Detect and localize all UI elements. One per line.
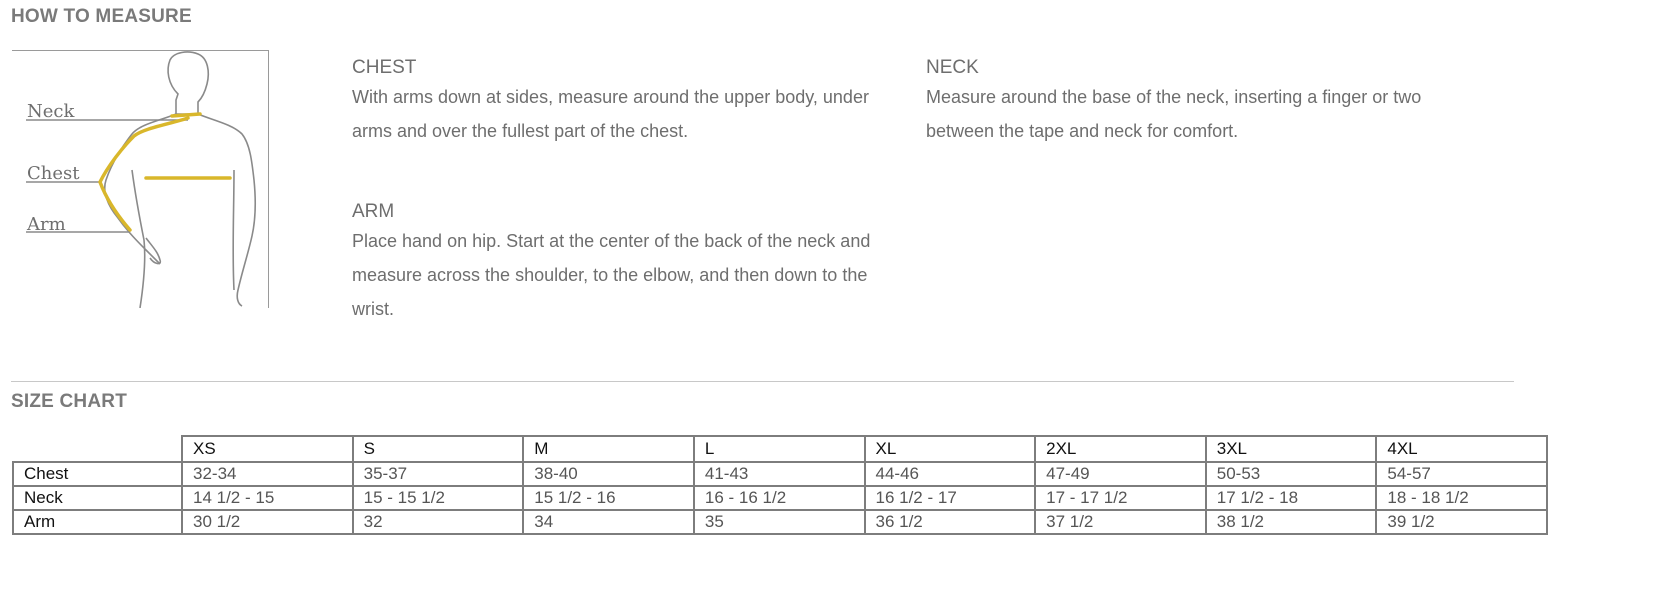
neck-instructions [926, 56, 1486, 148]
how-to-measure-title: HOW TO MEASURE [11, 6, 192, 27]
table-cell: 50-53 [1206, 462, 1377, 486]
size-header-row [13, 436, 1547, 462]
size-chart-table [12, 435, 1548, 535]
size-header-xl: XL [865, 436, 1036, 462]
table-cell: 32-34 [182, 462, 353, 486]
table-cell: 15 - 15 1/2 [353, 486, 524, 510]
neck-text: Measure around the base of the neck, inserting a finger or two between the tape and neck for comfort. [926, 87, 1422, 141]
table-cell: 38-40 [523, 462, 694, 486]
table-corner-cell [13, 436, 182, 462]
table-row-chest [13, 462, 1547, 486]
chest-instructions [352, 56, 912, 148]
table-cell: 35-37 [353, 462, 524, 486]
arm-heading: ARM [352, 201, 395, 222]
table-cell: 37 1/2 [1035, 510, 1206, 534]
table-cell: 54-57 [1376, 462, 1547, 486]
size-header-2xl: 2XL [1035, 436, 1206, 462]
row-label-chest: Chest [13, 462, 182, 486]
size-header-3xl: 3XL [1206, 436, 1377, 462]
table-cell: 34 [523, 510, 694, 534]
row-label-neck: Neck [13, 486, 182, 510]
table-cell: 36 1/2 [865, 510, 1036, 534]
chest-text: With arms down at sides, measure around the upper body, under arms and over the fullest part of the chest. [352, 87, 869, 141]
table-cell: 38 1/2 [1206, 510, 1377, 534]
table-cell: 18 - 18 1/2 [1376, 486, 1547, 510]
size-header-s: S [353, 436, 524, 462]
body-outline-illustration [12, 50, 270, 308]
figure-label-neck: Neck [27, 101, 75, 122]
arm-text: Place hand on hip. Start at the center of the back of the neck and measure across the shoulder, to the elbow, and then down to the wrist. [352, 231, 871, 319]
table-cell: 15 1/2 - 16 [523, 486, 694, 510]
table-cell: 16 1/2 - 17 [865, 486, 1036, 510]
size-header-l: L [694, 436, 865, 462]
figure-label-chest: Chest [27, 163, 80, 184]
neck-heading: NECK [926, 57, 979, 78]
table-cell: 14 1/2 - 15 [182, 486, 353, 510]
table-cell: 17 - 17 1/2 [1035, 486, 1206, 510]
table-cell: 32 [353, 510, 524, 534]
size-header-xs: XS [182, 436, 353, 462]
measurement-figure [12, 50, 270, 308]
table-cell: 47-49 [1035, 462, 1206, 486]
figure-label-arm: Arm [27, 214, 66, 235]
chest-heading: CHEST [352, 57, 417, 78]
table-row-neck [13, 486, 1547, 510]
section-divider [11, 381, 1514, 382]
table-cell: 30 1/2 [182, 510, 353, 534]
table-cell: 44-46 [865, 462, 1036, 486]
size-header-m: M [523, 436, 694, 462]
row-label-arm: Arm [13, 510, 182, 534]
table-row-arm [13, 510, 1547, 534]
size-chart-title: SIZE CHART [11, 391, 127, 412]
table-cell: 39 1/2 [1376, 510, 1547, 534]
table-cell: 17 1/2 - 18 [1206, 486, 1377, 510]
arm-instructions [352, 200, 912, 326]
table-cell: 35 [694, 510, 865, 534]
table-cell: 41-43 [694, 462, 865, 486]
size-header-4xl: 4XL [1376, 436, 1547, 462]
table-cell: 16 - 16 1/2 [694, 486, 865, 510]
